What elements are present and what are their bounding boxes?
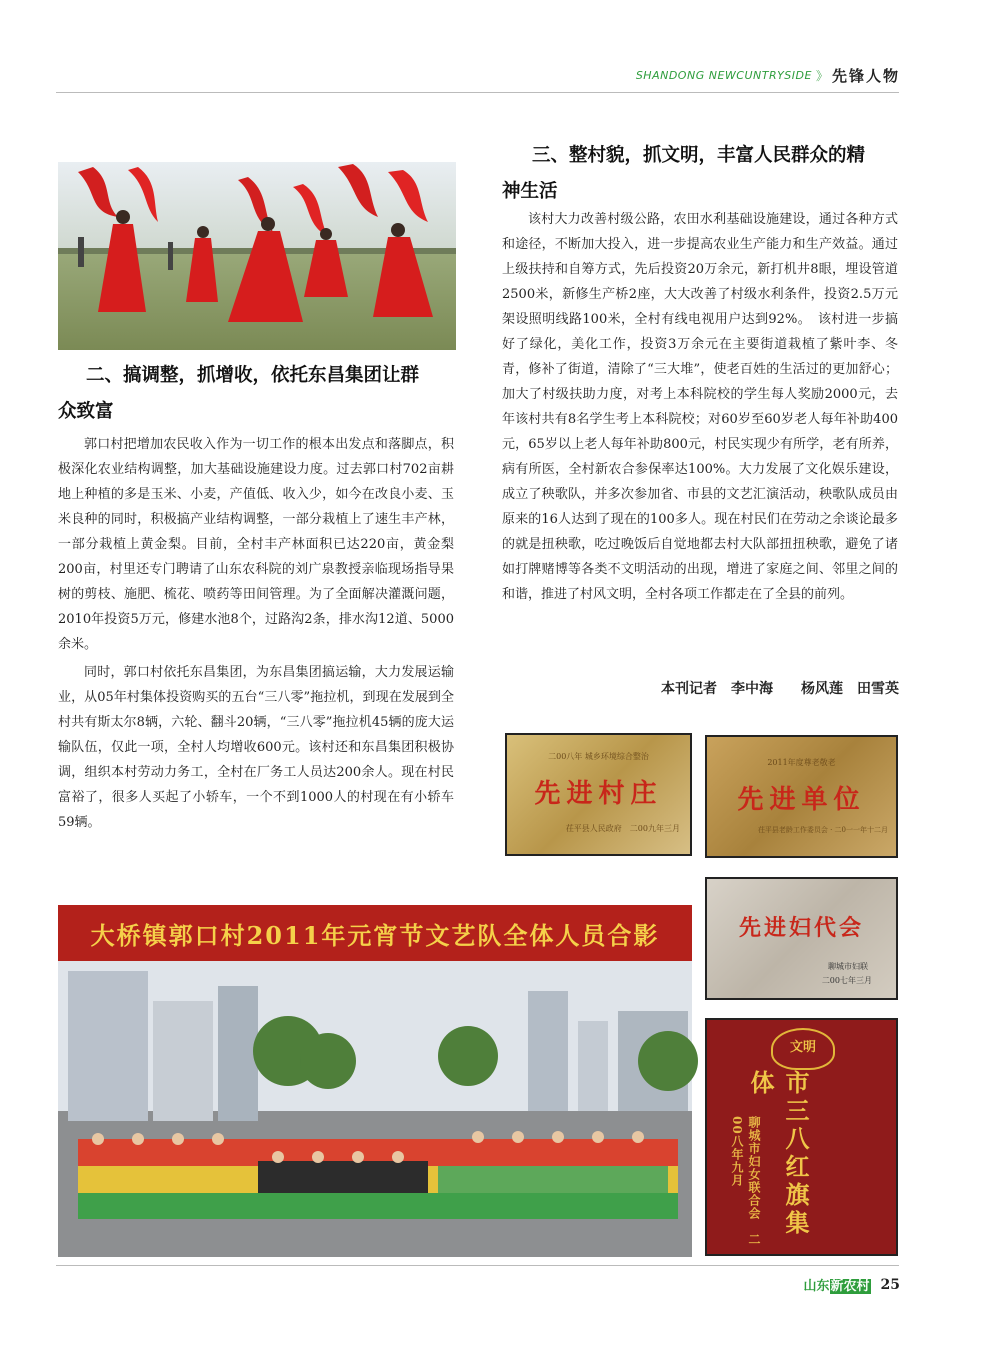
author-byline: 本刊记者 李中海 杨风莲 田雪英 bbox=[661, 681, 899, 697]
section3-heading-line2: 神生活 bbox=[502, 181, 558, 202]
plaque-village-title: 先进村庄 bbox=[534, 779, 663, 809]
footer-divider bbox=[56, 1265, 899, 1266]
section3-paragraph-1: 该村大力改善村级公路，农田水利基础设施建设，通过各种方式和途径，不断加大投入，进一步提高农业生产能力和生产效益。通过上级扶持和自筹方式，先后投资20万余元，新打机井8眼，埋设管道2500米，新修生产桥2座，大大改善了村级水利条件，投资2.5万元架设照明线路100米，全村有线电视用户达到92%。 该村进一步搞好了绿化，美化工作，投资3万余元在主要街道栽植了紫叶李、冬青，修补了街道，清除了“三大堆”，使老百姓的生活过的更加舒心；加大了村级扶助力度，对考上本科院校的学生每人奖励2000元，去年该村共有8名学生考上本科院校；对60岁至60岁老人每年补助400元，65岁以上老人每年补助800元，村民实现少有所学，老有所养，病有所医，全村新农合参保率达100%。大力发展了文化娱乐建设，成立了秧歌队，并多次参加省、市县的文艺汇演活动，秧歌队成员由原来的16人达到了现在的100多人。现在村民们在劳动之余谈论最多的就是扭秧歌，吃过晚饭后自觉地都去村大队部扭扭秧歌，避免了诸如打牌赌博等各类不文明活动的出现，增进了家庭之间、邻里之间的和谐，推进了村风文明，全村各项工作都走在了全县的前列。 bbox=[502, 212, 898, 602]
magazine-logo bbox=[803, 1275, 870, 1294]
header-separator: 》 bbox=[815, 68, 828, 83]
magazine-logo-mid: 新农村 bbox=[830, 1279, 870, 1294]
group-photo-drawing bbox=[58, 961, 692, 1257]
section3-heading-line1: 三、整村貌，抓文明，丰富人民群众的精 bbox=[532, 145, 866, 166]
plaque-women-org: 聊城市妇联 bbox=[828, 962, 868, 971]
plaque-women-title: 先进妇代会 bbox=[738, 915, 864, 941]
section3-body bbox=[502, 207, 898, 607]
plaque-unit-bottom: 茌平县老龄工作委员会 · 二0一一年十二月 bbox=[757, 826, 888, 834]
section2-heading bbox=[58, 358, 458, 430]
page-number: 25 bbox=[880, 1276, 900, 1293]
magazine-english-title: SHANDONG NEWCUNTRYSIDE bbox=[635, 68, 812, 82]
group-photo bbox=[58, 905, 692, 1257]
pennant-main-text: 市三八红旗集体 bbox=[746, 1070, 810, 1238]
page-footer bbox=[803, 1275, 900, 1294]
section2-heading-line2: 众致富 bbox=[58, 401, 114, 422]
section2-body bbox=[58, 432, 454, 835]
dance-photo-drawing bbox=[58, 162, 456, 350]
pennant-side-text: 聊城市妇女联合会 二00八年九月 bbox=[730, 1116, 761, 1246]
plaque-village-bottom: 茌平县人民政府 二00九年三月 bbox=[565, 824, 680, 833]
section-name: 先锋人物 bbox=[831, 66, 900, 85]
header-divider bbox=[56, 92, 899, 93]
section2-paragraph-1: 郭口村把增加农民收入作为一切工作的根本出发点和落脚点，积极深化农业结构调整，加大基础设施建设力度。过去郭口村702亩耕地上种植的多是玉米、小麦，产值低、收入少，如今在改良小麦、玉米良种的同时，积极搞产业结构调整，一部分栽植上了速生丰产林，一部分栽植上黄金梨。目前，全村丰产林面积已达220亩，黄金梨200亩，村里还专门聘请了山东农科院的刘广泉教授亲临现场指导果树的剪枝、施肥、梳花、喷药等田间管理。为了全面解决灌溉问题，2010年投资5万元，修建水池8个，过路沟2条，排水沟12道、5000余米。 bbox=[58, 437, 454, 652]
red-flag-pennant bbox=[705, 1018, 898, 1256]
section2-paragraph-2: 同时，郭口村依托东昌集团，为东昌集团搞运输，大力发展运输业，从05年村集体投资购买的五台“三八零”拖拉机，到现在发展到全村共有斯太尔8辆，六轮、翻斗20辆，“三八零”拖拉机45辆的庞大运输队伍，仅此一项，全村人均增收600元。该村还和东昌集团积极协调，组织本村劳动力务工，全村在厂务工人员达200余人。现在村民富裕了，很多人买起了小轿车，一个不到1000人的村现在有小轿车59辆。 bbox=[58, 665, 454, 830]
plaque-village-top: 二00八年 城乡环境综合整治 bbox=[548, 752, 649, 761]
magazine-logo-left: 山东 bbox=[803, 1279, 830, 1294]
group-photo-banner bbox=[58, 905, 692, 961]
page-header bbox=[636, 64, 900, 86]
section3-heading bbox=[502, 138, 902, 210]
pennant-badge-text: 文明 bbox=[789, 1040, 816, 1055]
plaque-women-date: 二00七年三月 bbox=[821, 976, 872, 985]
group-photo-banner-text: 大桥镇郭口村2011年元宵节文艺队全体人员合影 bbox=[90, 920, 660, 950]
plaque-advanced-unit bbox=[705, 735, 898, 858]
section2-heading-line1: 二、搞调整，抓增收，依托东昌集团让群 bbox=[86, 365, 420, 386]
yangko-dance-photo bbox=[58, 162, 456, 350]
plaque-unit-title: 先进单位 bbox=[737, 785, 866, 815]
plaque-advanced-women-committee bbox=[705, 877, 898, 1000]
plaque-advanced-village bbox=[505, 733, 692, 856]
plaque-unit-top: 2011年度尊老敬老 bbox=[767, 758, 836, 767]
